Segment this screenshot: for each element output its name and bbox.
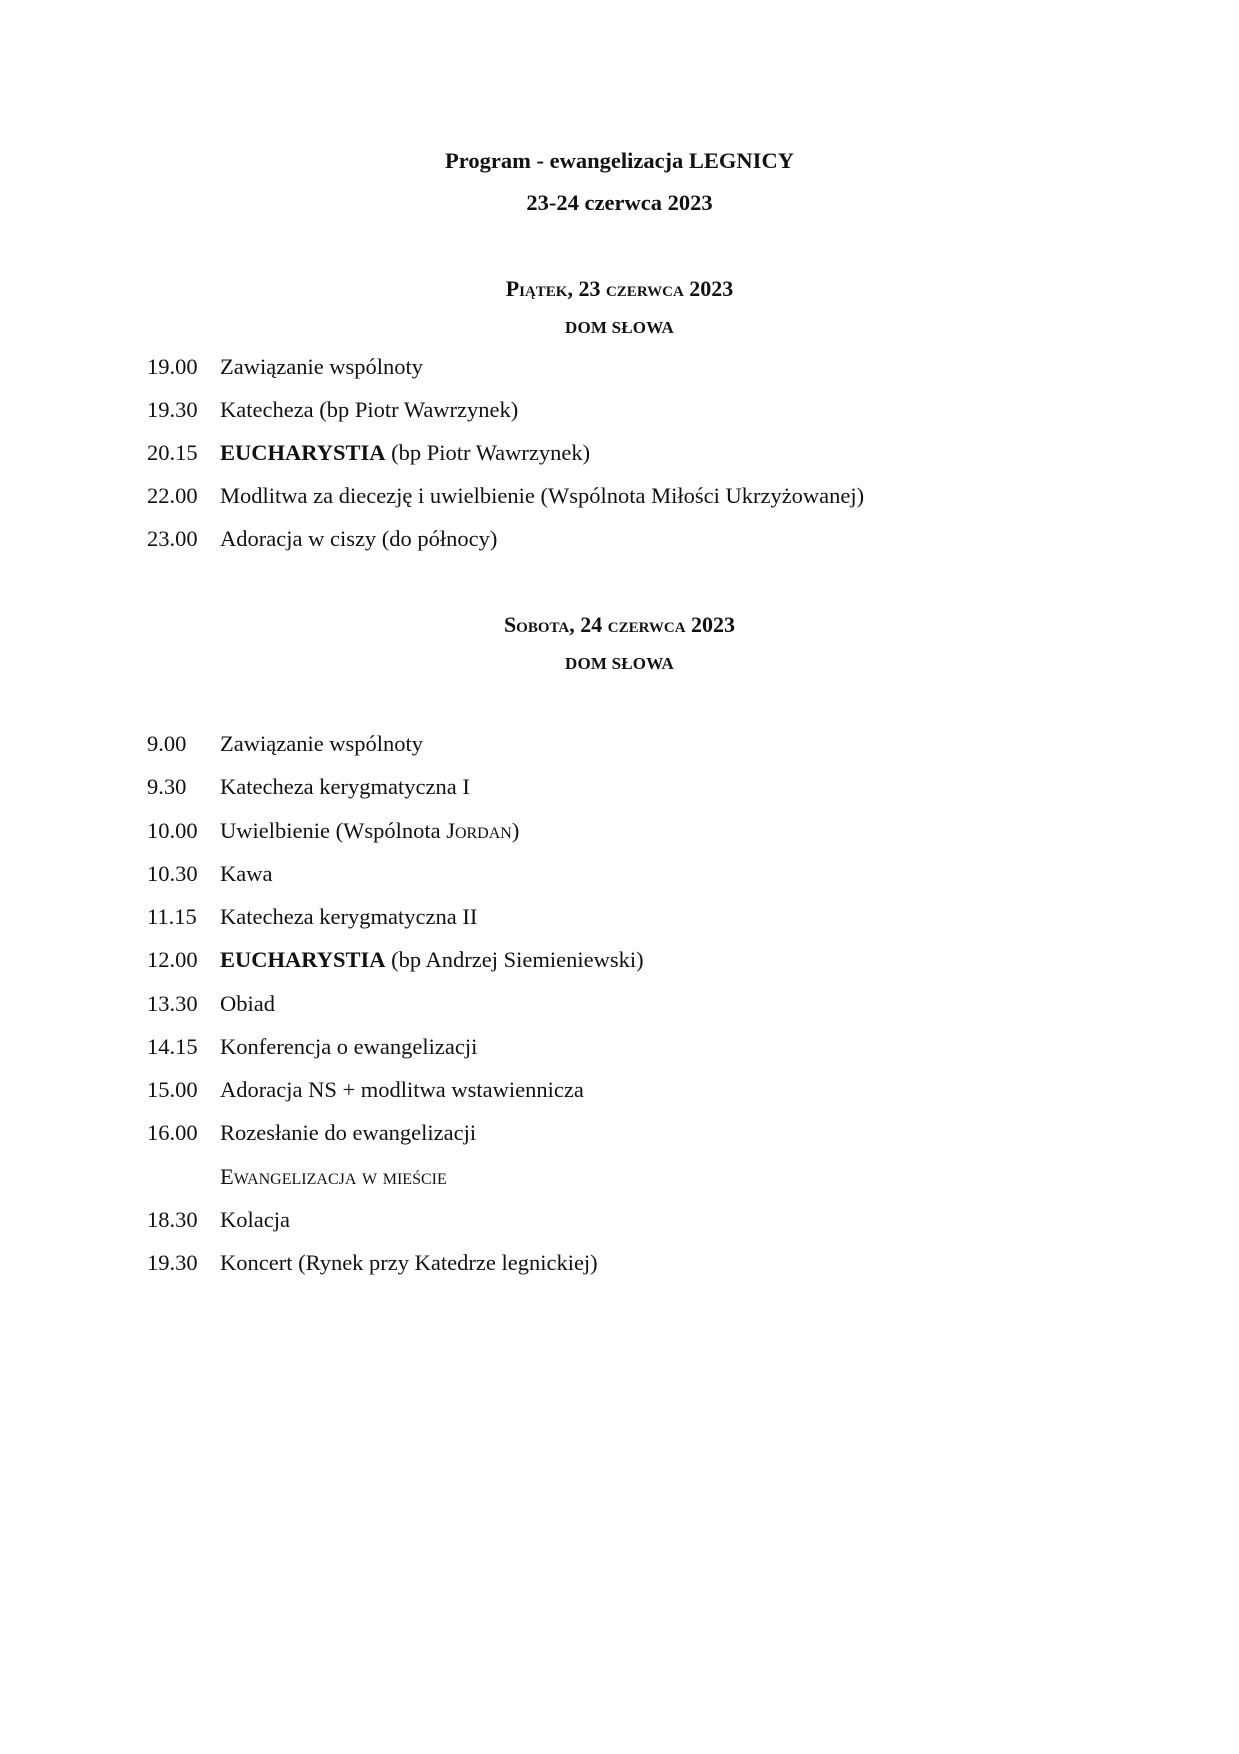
schedule-time: 19.00 bbox=[147, 354, 198, 379]
day-heading-friday: Piątek, 23 czerwca 2023 bbox=[505, 276, 734, 301]
schedule-time: 16.00 bbox=[147, 1120, 198, 1146]
schedule-text: Zawiązanie wspólnoty bbox=[220, 354, 424, 379]
schedule-text: Katecheza kerygmatyczna II bbox=[220, 904, 478, 929]
schedule-smallcaps-text: Jordan bbox=[446, 817, 512, 843]
schedule-time: 10.30 bbox=[147, 860, 198, 886]
schedule-description bbox=[220, 354, 423, 380]
schedule-time: 15.00 bbox=[147, 1077, 198, 1102]
schedule-description bbox=[220, 861, 272, 887]
schedule-description bbox=[220, 947, 644, 973]
schedule-description bbox=[220, 1207, 290, 1233]
day-heading-saturday: Sobota, 24 czerwca 2023 bbox=[503, 612, 736, 637]
day-place-friday: DOM SŁOWA bbox=[564, 318, 674, 337]
schedule-text: (bp Andrzej Siemieniewski) bbox=[385, 947, 644, 973]
schedule-description bbox=[220, 1164, 447, 1190]
schedule-item bbox=[147, 1164, 447, 1190]
schedule-item bbox=[147, 991, 275, 1017]
schedule-item bbox=[147, 354, 423, 380]
schedule-time: 20.15 bbox=[147, 440, 198, 465]
schedule-time: 9.30 bbox=[147, 774, 187, 800]
schedule-time: 19.30 bbox=[147, 1250, 198, 1275]
schedule-item bbox=[147, 1077, 584, 1103]
schedule-text: Katecheza (bp Piotr Wawrzynek) bbox=[220, 397, 519, 422]
schedule-smallcaps-text: Ewangelizacja w mieście bbox=[220, 1163, 447, 1189]
schedule-text: Kawa bbox=[220, 860, 273, 886]
schedule-time bbox=[147, 1164, 220, 1190]
schedule-description bbox=[220, 904, 477, 930]
schedule-item bbox=[147, 904, 477, 930]
schedule-description bbox=[220, 483, 864, 509]
schedule-time: 11.15 bbox=[147, 904, 197, 929]
schedule-item bbox=[147, 1120, 476, 1146]
document-title: Program - ewangelizacja LEGNICY bbox=[445, 148, 794, 173]
schedule-text: Modlitwa za diecezję i uwielbienie (Wspólnota Miłości Ukrzyżowanej) bbox=[220, 483, 865, 508]
schedule-description bbox=[220, 1120, 476, 1146]
schedule-description bbox=[220, 526, 497, 552]
schedule-time: 14.15 bbox=[147, 1033, 198, 1059]
schedule-item bbox=[147, 947, 644, 973]
schedule-description bbox=[220, 774, 470, 800]
schedule-time: 22.00 bbox=[147, 483, 198, 508]
schedule-item bbox=[147, 1207, 290, 1233]
schedule-text: Adoracja w ciszy (do północy) bbox=[220, 526, 498, 551]
schedule-item bbox=[147, 440, 590, 466]
schedule-item bbox=[147, 397, 518, 423]
schedule-text-suffix: ) bbox=[511, 817, 520, 843]
schedule-text: Rozesłanie do ewangelizacji bbox=[220, 1120, 477, 1146]
schedule-item bbox=[147, 1250, 598, 1276]
schedule-text: Zawiązanie wspólnoty bbox=[220, 731, 424, 756]
schedule-item bbox=[147, 774, 470, 800]
schedule-text: Konferencja o ewangelizacji bbox=[220, 1033, 478, 1059]
schedule-description bbox=[220, 1250, 598, 1276]
day-place-saturday: DOM SŁOWA bbox=[564, 654, 674, 673]
schedule-description bbox=[220, 991, 275, 1017]
schedule-text: Uwielbienie (Wspólnota bbox=[220, 817, 447, 843]
schedule-text: Kolacja bbox=[220, 1206, 290, 1232]
schedule-time: 19.30 bbox=[147, 397, 198, 422]
schedule-item bbox=[147, 818, 519, 844]
schedule-text: (bp Piotr Wawrzynek) bbox=[385, 440, 591, 465]
schedule-time: 13.30 bbox=[147, 990, 198, 1016]
schedule-time: 18.30 bbox=[147, 1206, 198, 1232]
schedule-description bbox=[220, 1077, 584, 1103]
schedule-time: 23.00 bbox=[147, 526, 198, 551]
schedule-text: Adoracja NS + modlitwa wstawiennicza bbox=[220, 1077, 584, 1102]
schedule-description bbox=[220, 1034, 477, 1060]
schedule-text: Katecheza kerygmatyczna I bbox=[220, 774, 470, 800]
document-dates: 23-24 czerwca 2023 bbox=[526, 190, 713, 215]
schedule-item bbox=[147, 731, 423, 757]
schedule-time: 9.00 bbox=[147, 731, 187, 756]
schedule-item bbox=[147, 1034, 477, 1060]
schedule-item bbox=[147, 861, 272, 887]
schedule-item bbox=[147, 526, 497, 552]
schedule-time: 12.00 bbox=[147, 947, 198, 973]
schedule-item bbox=[147, 483, 864, 509]
schedule-time: 10.00 bbox=[147, 817, 198, 843]
schedule-description bbox=[220, 731, 423, 757]
schedule-text: Obiad bbox=[220, 990, 275, 1016]
schedule-text: Koncert (Rynek przy Katedrze legnickiej) bbox=[220, 1250, 598, 1275]
schedule-description bbox=[220, 818, 519, 844]
schedule-description bbox=[220, 397, 518, 423]
schedule-description bbox=[220, 440, 590, 466]
schedule-highlight: EUCHARYSTIA bbox=[220, 947, 386, 973]
schedule-highlight: EUCHARYSTIA bbox=[220, 440, 386, 465]
